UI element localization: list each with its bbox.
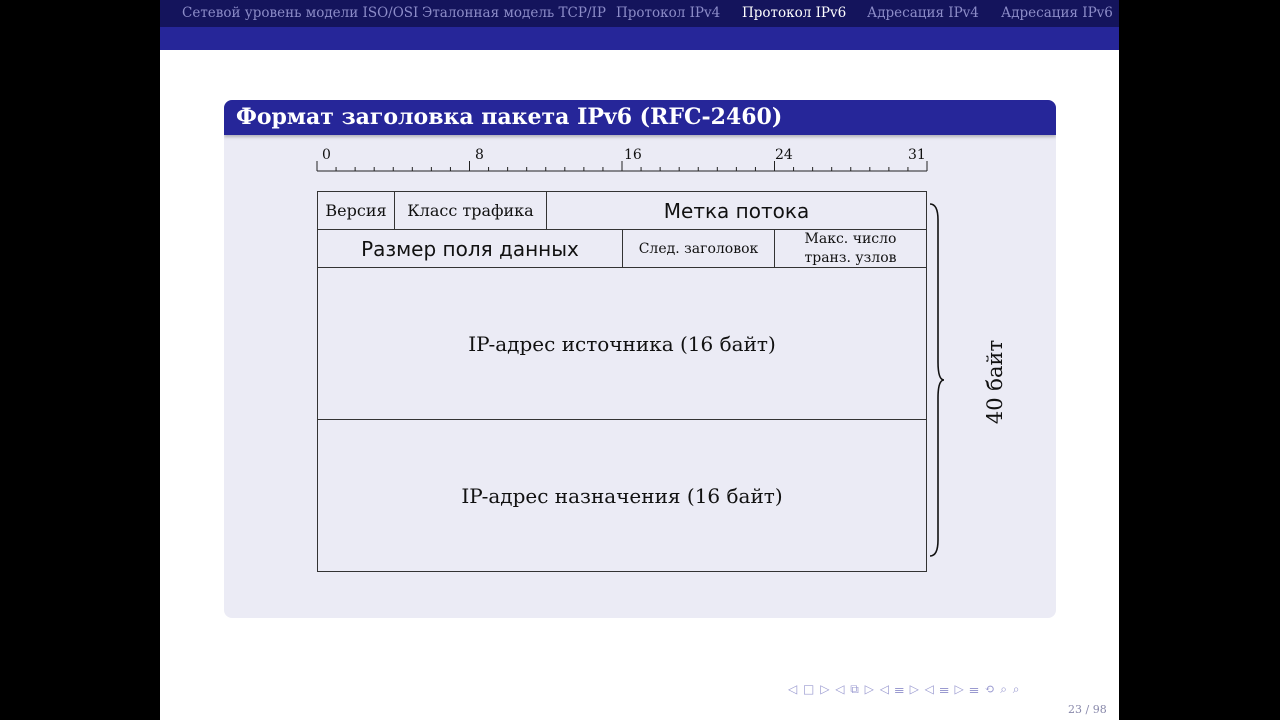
page-number: 23 / 98 <box>1068 703 1107 716</box>
bit-ruler <box>224 100 1056 180</box>
field-next-header <box>622 229 775 268</box>
field-destination-address <box>317 419 927 572</box>
nav-item-iso-osi[interactable]: Сетевой уровень модели ISO/OSI <box>182 5 419 21</box>
bit-label-8: 8 <box>475 147 484 163</box>
nav-item-ipv6[interactable]: Протокол IPv6 <box>742 5 847 21</box>
field-traffic-class <box>394 191 547 230</box>
field-hop-limit <box>774 229 927 268</box>
nav-bar <box>160 0 1119 27</box>
beamer-nav-controls[interactable]: ◁ □ ▷ ◁ ⧉ ▷ ◁ ☰ ▷ ◁ ☰ ▷ ☰ ⟲ ⌕ ⌕ <box>788 682 1021 696</box>
curly-brace-icon <box>924 190 954 575</box>
field-hop-limit-line2: транз. узлов <box>804 249 897 266</box>
field-source-address-text: IP-адрес источника (16 байт) <box>468 331 776 356</box>
field-payload-length-text: Размер поля данных <box>361 236 579 261</box>
block-title: Формат заголовка пакета IPv6 (RFC-2460) <box>224 100 1056 135</box>
content-block <box>224 100 1056 618</box>
field-hop-limit-line1: Макс. число <box>804 230 897 247</box>
field-flow-label <box>546 191 927 230</box>
bit-label-31: 31 <box>908 147 926 163</box>
bit-label-16: 16 <box>624 147 642 163</box>
brace-label: 40 байт <box>983 339 1007 425</box>
field-version <box>317 191 395 230</box>
nav-item-ipv4[interactable]: Протокол IPv4 <box>616 5 721 21</box>
nav-item-tcp-ip[interactable]: Эталонная модель TCP/IP <box>422 5 606 21</box>
field-version-label: Версия <box>325 201 387 220</box>
nav-item-addr-ipv6[interactable]: Адресация IPv6 <box>1001 5 1113 21</box>
bit-label-24: 24 <box>775 147 793 163</box>
field-flow-label-text: Метка потока <box>663 198 810 223</box>
field-destination-address-text: IP-адрес назначения (16 байт) <box>461 483 783 508</box>
nav-item-addr-ipv4[interactable]: Адресация IPv4 <box>867 5 979 21</box>
slide <box>160 0 1119 720</box>
field-payload-length <box>317 229 623 268</box>
nav-subbar <box>160 27 1119 50</box>
field-traffic-class-label: Класс трафика <box>407 201 534 220</box>
bit-label-0: 0 <box>322 147 331 163</box>
field-next-header-text: След. заголовок <box>638 240 759 257</box>
field-source-address <box>317 267 927 420</box>
